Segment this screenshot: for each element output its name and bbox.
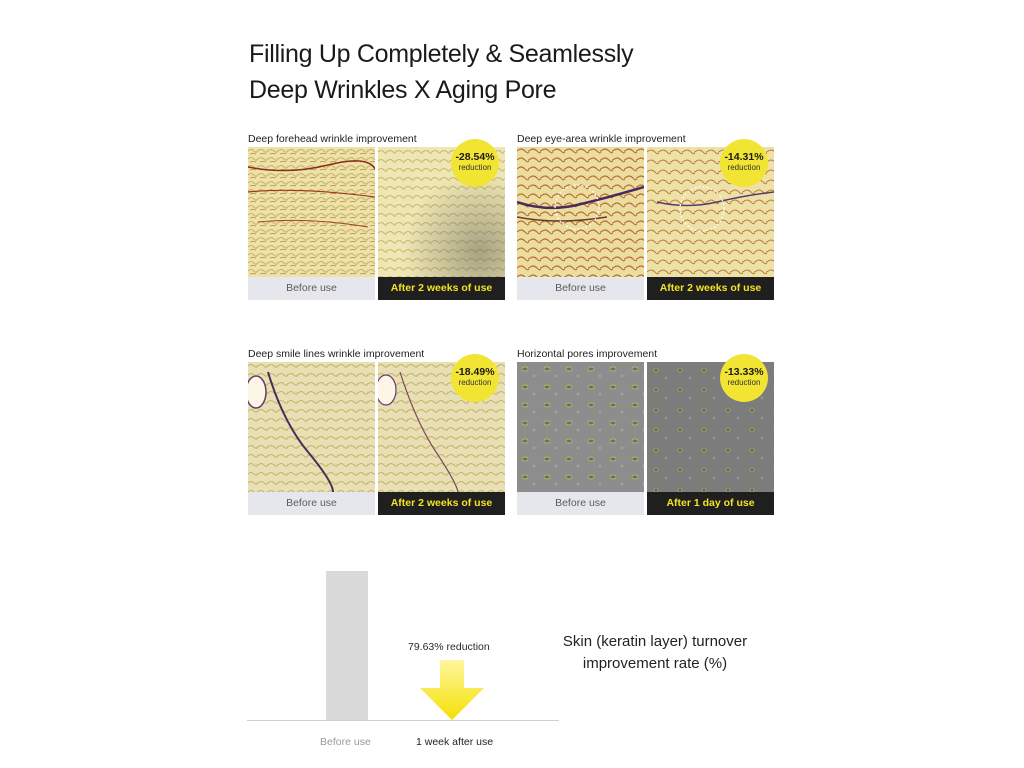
badge-label: reduction bbox=[727, 378, 761, 387]
headline bbox=[249, 36, 633, 108]
x-label-after: 1 week after use bbox=[416, 736, 494, 748]
after-caption: After 2 weeks of use bbox=[378, 277, 505, 300]
image-pair bbox=[517, 147, 774, 300]
before-image bbox=[248, 362, 375, 515]
before-image bbox=[517, 147, 644, 300]
headline-line-1: Filling Up Completely & Seamlessly bbox=[249, 40, 634, 68]
x-label-before: Before use bbox=[320, 736, 371, 748]
badge-value: -13.33% bbox=[724, 366, 764, 378]
panel-title: Deep eye-area wrinkle improvement bbox=[517, 133, 686, 145]
after-caption: After 1 day of use bbox=[647, 492, 774, 515]
before-caption: Before use bbox=[517, 277, 644, 300]
panel-smile-lines bbox=[248, 348, 505, 528]
panel-pores bbox=[517, 348, 774, 528]
headline-line-2: Deep Wrinkles X Aging Pore bbox=[249, 76, 557, 104]
before-caption: Before use bbox=[517, 492, 644, 515]
badge-label: reduction bbox=[458, 163, 492, 172]
panel-title: Deep smile lines wrinkle improvement bbox=[248, 348, 425, 360]
badge-value: -14.31% bbox=[724, 151, 764, 163]
turnover-title-line-1: Skin (keratin layer) turnover bbox=[562, 633, 748, 650]
reduction-label: 79.63% reduction bbox=[408, 641, 490, 653]
down-arrow-icon bbox=[418, 660, 486, 722]
before-caption: Before use bbox=[248, 277, 375, 300]
panel-title: Horizontal pores improvement bbox=[517, 348, 658, 360]
after-caption: After 2 weeks of use bbox=[378, 492, 505, 515]
badge-label: reduction bbox=[727, 163, 761, 172]
chart-baseline bbox=[247, 720, 559, 721]
before-use-bar bbox=[326, 571, 368, 720]
reduction-badge bbox=[720, 354, 768, 402]
panel-forehead bbox=[248, 133, 505, 313]
panel-title: Deep forehead wrinkle improvement bbox=[248, 133, 417, 145]
turnover-title bbox=[545, 631, 765, 675]
turnover-title-line-2: improvement rate (%) bbox=[582, 655, 728, 672]
image-pair bbox=[248, 362, 505, 515]
reduction-badge bbox=[720, 139, 768, 187]
badge-value: -18.49% bbox=[455, 366, 495, 378]
before-image bbox=[248, 147, 375, 300]
badge-value: -28.54% bbox=[455, 151, 495, 163]
badge-label: reduction bbox=[458, 378, 492, 387]
reduction-badge bbox=[451, 139, 499, 187]
before-image bbox=[517, 362, 644, 515]
before-caption: Before use bbox=[248, 492, 375, 515]
after-caption: After 2 weeks of use bbox=[647, 277, 774, 300]
image-pair bbox=[248, 147, 505, 300]
image-pair bbox=[517, 362, 774, 515]
reduction-badge bbox=[451, 354, 499, 402]
panel-eye-area bbox=[517, 133, 774, 313]
